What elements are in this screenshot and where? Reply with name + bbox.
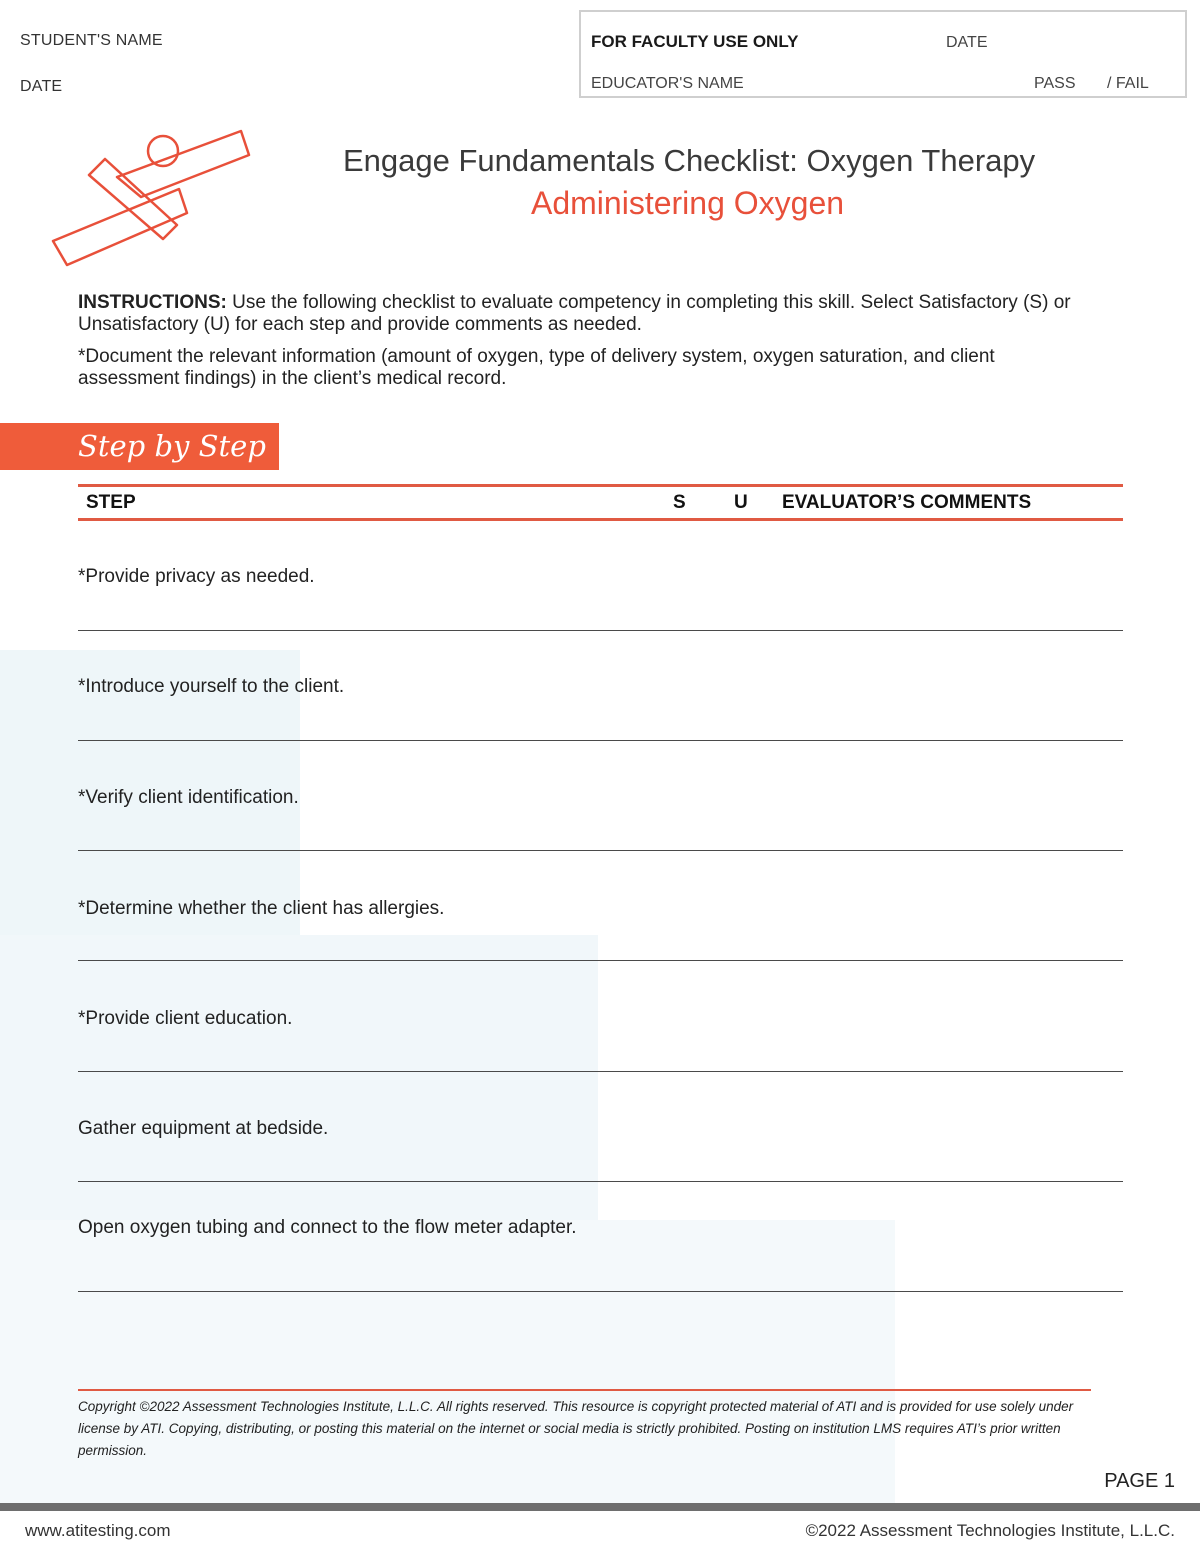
faculty-box-title: FOR FACULTY USE ONLY xyxy=(591,32,799,51)
section-banner: Step by Step xyxy=(0,423,279,470)
copyright-notice: Copyright ©2022 Assessment Technologies Institute, L.L.C. All rights reserved. This resource is copyright protected material of ATI and is provided for use solely under license by ATI. Copying, distributing, or posting this material on the internet or social media is strictly prohibited. Posting on institution LMS requires ATI’s prior written permission. xyxy=(78,1399,1074,1458)
table-row xyxy=(78,960,1123,1072)
faculty-date-label: DATE xyxy=(946,34,988,51)
step-text: *Provide privacy as needed. xyxy=(78,566,315,587)
table-row xyxy=(78,740,1123,851)
faculty-use-box xyxy=(579,10,1187,98)
instructions xyxy=(78,292,1078,400)
table-row xyxy=(78,1071,1123,1182)
page-number: PAGE 1 xyxy=(1104,1470,1175,1492)
column-header-comments: EVALUATOR’S COMMENTS xyxy=(782,492,1032,513)
educator-name-label: EDUCATOR'S NAME xyxy=(591,75,744,92)
pass-label: PASS xyxy=(1034,75,1076,92)
step-text: *Determine whether the client has allergies. xyxy=(78,898,445,919)
footer-company: ©2022 Assessment Technologies Institute, L.L.C. xyxy=(805,1521,1175,1540)
column-header-u: U xyxy=(734,492,748,513)
instructions-label: INSTRUCTIONS: xyxy=(78,292,227,313)
table-row xyxy=(78,630,1123,741)
footer-divider xyxy=(0,1503,1200,1511)
step-text: *Provide client education. xyxy=(78,1008,293,1029)
step-text: *Verify client identification. xyxy=(78,787,299,808)
table-row xyxy=(78,1181,1123,1292)
ati-figure-logo-icon xyxy=(45,125,255,270)
column-header-step: STEP xyxy=(86,492,136,513)
column-header-s: S xyxy=(673,492,686,513)
fail-label: / FAIL xyxy=(1107,75,1149,92)
footer-website-link[interactable]: www.atitesting.com xyxy=(25,1521,171,1540)
date-label: DATE xyxy=(20,78,63,95)
instructions-note: *Document the relevant information (amount of oxygen, type of delivery system, oxygen saturation, and client assessment findings) in the client’s medical record. xyxy=(78,346,995,389)
instructions-text: Use the following checklist to evaluate competency in completing this skill. Select Satisfactory (S) or Unsatisfactory (U) for each step and provide comments as needed. xyxy=(78,292,1071,335)
table-row xyxy=(78,520,1123,631)
page-subtitle: Administering Oxygen xyxy=(531,185,845,221)
table-row xyxy=(78,850,1123,961)
step-text: Open oxygen tubing and connect to the flow meter adapter. xyxy=(78,1217,577,1238)
copyright-divider xyxy=(78,1389,1091,1391)
page-title: Engage Fundamentals Checklist: Oxygen Therapy xyxy=(343,143,1036,178)
step-text: *Introduce yourself to the client. xyxy=(78,676,345,697)
table-header xyxy=(78,484,1123,521)
step-text: Gather equipment at bedside. xyxy=(78,1118,329,1139)
student-name-label: STUDENT'S NAME xyxy=(20,32,163,49)
